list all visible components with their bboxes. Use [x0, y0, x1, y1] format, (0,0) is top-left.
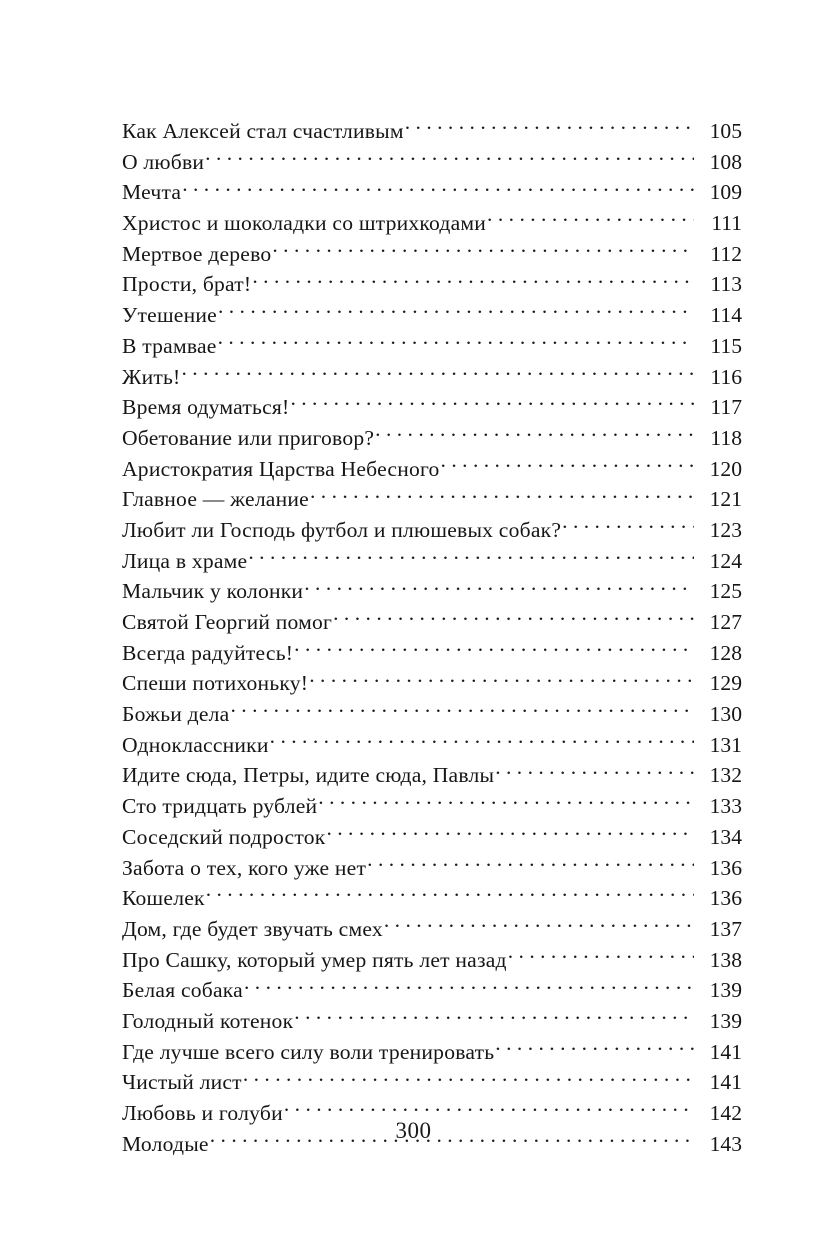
toc-dot-leader [384, 914, 694, 936]
toc-entry-title: Идите сюда, Петры, идите сюда, Павлы [122, 763, 495, 788]
toc-entry-page-number: 138 [709, 947, 742, 972]
toc-entry[interactable] [122, 177, 742, 208]
toc-dot-leader [248, 546, 694, 568]
toc-entry[interactable] [122, 607, 742, 638]
toc-entry-page-number: 115 [710, 333, 742, 358]
toc-entry-title: Обетование или приговор? [122, 425, 375, 450]
toc-entry[interactable] [122, 454, 742, 485]
toc-entry[interactable] [122, 392, 742, 423]
toc-entry-title: Любовь и голуби [122, 1101, 283, 1125]
toc-entry-page-number: 139 [709, 1008, 742, 1033]
toc-dot-leader [182, 178, 694, 200]
toc-dot-leader [294, 638, 694, 660]
toc-entry-page-number: 143 [709, 1131, 742, 1156]
toc-entry-title: Христос и шоколадки со штрихкодами [122, 211, 487, 236]
toc-dot-leader [252, 270, 694, 292]
toc-dot-leader [218, 331, 694, 353]
toc-dot-leader [310, 485, 694, 507]
page-folio-number: 300 [395, 1118, 432, 1143]
toc-entry[interactable] [122, 116, 742, 147]
toc-entry[interactable] [122, 1006, 742, 1037]
toc-entry-page-number: 134 [709, 824, 742, 849]
toc-entry-page-number: 136 [709, 886, 742, 911]
toc-entry-title: Всегда радуйтесь! [122, 640, 294, 665]
toc-entry-title: В трамвае [122, 333, 217, 358]
toc-entry[interactable] [122, 147, 742, 178]
toc-entry[interactable] [122, 760, 742, 791]
toc-dot-leader [284, 1098, 694, 1120]
toc-entry-title: Мальчик у колонки [122, 579, 304, 604]
toc-entry[interactable] [122, 331, 742, 362]
toc-entry-title: Мертвое дерево [122, 241, 272, 266]
toc-entry-title: Главное — желание [122, 487, 309, 512]
toc-entry-title: Одноклассники [122, 732, 269, 757]
toc-dot-leader [375, 423, 694, 445]
toc-entry[interactable] [122, 730, 742, 761]
toc-entry[interactable] [122, 883, 742, 914]
toc-entry[interactable] [122, 668, 742, 699]
toc-entry-page-number: 120 [709, 456, 742, 481]
toc-entry-page-number: 131 [709, 732, 742, 757]
toc-entry-title: Лица в храме [122, 548, 248, 573]
toc-dot-leader [405, 116, 694, 138]
toc-entry-title: Где лучше всего силу воли тренировать [122, 1039, 495, 1064]
toc-entry-title: Голодный котенок [122, 1008, 294, 1033]
toc-entry[interactable] [122, 269, 742, 300]
toc-entry-page-number: 141 [709, 1070, 742, 1095]
toc-dot-leader [441, 454, 694, 476]
toc-entry-page-number: 112 [710, 241, 742, 266]
toc-entry[interactable] [122, 638, 742, 669]
toc-entry[interactable] [122, 699, 742, 730]
toc-dot-leader [290, 393, 694, 415]
table-of-contents [122, 116, 742, 1159]
toc-entry-title: Сто тридцать рублей [122, 794, 318, 819]
toc-entry-page-number: 108 [709, 149, 742, 174]
toc-entry-page-number: 130 [709, 702, 742, 727]
toc-entry-title: Спеши потихоньку! [122, 671, 309, 696]
toc-entry-title: Как Алексей стал счастливым [122, 119, 404, 143]
toc-dot-leader [495, 761, 694, 783]
toc-dot-leader [562, 515, 694, 537]
toc-entry[interactable] [122, 208, 742, 239]
toc-entry-title: Жить! [122, 364, 181, 389]
toc-entry-page-number: 113 [710, 272, 742, 297]
toc-entry-page-number: 111 [711, 211, 742, 236]
toc-dot-leader [272, 239, 694, 261]
toc-entry-title: Про Сашку, который умер пять лет назад [122, 947, 507, 972]
toc-dot-leader [181, 362, 694, 384]
toc-dot-leader [243, 1068, 694, 1090]
toc-dot-leader [244, 976, 694, 998]
toc-dot-leader [367, 853, 694, 875]
toc-entry-title: Любит ли Господь футбол и плюшевых собак? [122, 517, 562, 542]
toc-entry[interactable] [122, 300, 742, 331]
toc-dot-leader [309, 669, 694, 691]
toc-entry-page-number: 141 [709, 1039, 742, 1064]
toc-dot-leader [318, 792, 694, 814]
toc-dot-leader [270, 730, 694, 752]
toc-entry-title: Время одуматься! [122, 395, 290, 420]
toc-entry[interactable] [122, 791, 742, 822]
toc-dot-leader [294, 1006, 694, 1028]
toc-entry-page-number: 137 [709, 916, 742, 941]
toc-entry-page-number: 116 [710, 364, 742, 389]
toc-entry-title: Божьи дела [122, 702, 230, 727]
toc-entry-page-number: 132 [709, 763, 742, 788]
toc-entry-page-number: 136 [709, 855, 742, 880]
toc-entry-page-number: 142 [709, 1101, 742, 1125]
toc-entry[interactable] [122, 515, 742, 546]
toc-entry-page-number: 129 [709, 671, 742, 696]
toc-dot-leader [206, 884, 694, 906]
toc-entry-title: Кошелек [122, 886, 205, 911]
toc-entry[interactable] [122, 1037, 742, 1068]
toc-entry-page-number: 127 [709, 610, 742, 634]
toc-dot-leader [326, 822, 694, 844]
toc-entry-title: Аристократия Царства Небесного [122, 456, 440, 481]
toc-entry[interactable] [122, 362, 742, 393]
toc-entry-title: Прости, брат! [122, 272, 252, 297]
toc-entry-title: Забота о тех, кого уже нет [122, 855, 367, 880]
toc-entry[interactable] [122, 822, 742, 853]
toc-entry[interactable] [122, 239, 742, 270]
toc-entry-title: Белая собака [122, 978, 243, 1003]
toc-entry-page-number: 117 [710, 395, 742, 420]
toc-entry[interactable] [122, 853, 742, 884]
toc-entry-page-number: 114 [710, 303, 742, 328]
toc-entry-page-number: 123 [709, 517, 742, 542]
toc-entry-page-number: 105 [709, 119, 742, 143]
toc-entry-page-number: 128 [709, 640, 742, 665]
toc-entry-page-number: 125 [709, 579, 742, 604]
toc-entry-page-number: 139 [709, 978, 742, 1003]
toc-entry-page-number: 121 [709, 487, 742, 512]
toc-dot-leader [333, 607, 694, 629]
toc-entry-title: О любви [122, 149, 205, 174]
toc-entry-title: Молодые [122, 1131, 209, 1156]
toc-dot-leader [205, 147, 694, 169]
toc-dot-leader [304, 577, 694, 599]
toc-entry-title: Дом, где будет звучать смех [122, 916, 383, 941]
toc-dot-leader [508, 945, 694, 967]
toc-entry-title: Чистый лист [122, 1070, 242, 1095]
toc-entry[interactable] [122, 1067, 742, 1098]
toc-entry[interactable] [122, 914, 742, 945]
toc-dot-leader [495, 1037, 694, 1059]
toc-entry[interactable] [122, 423, 742, 454]
toc-dot-leader [218, 301, 694, 323]
toc-entry[interactable] [122, 484, 742, 515]
toc-entry[interactable] [122, 576, 742, 607]
toc-entry[interactable] [122, 546, 742, 577]
toc-entry-title: Соседский подросток [122, 824, 326, 849]
toc-entry[interactable] [122, 945, 742, 976]
toc-entry-title: Святой Георгий помог [122, 610, 333, 634]
toc-entry-page-number: 118 [710, 425, 742, 450]
toc-dot-leader [230, 699, 694, 721]
toc-entry[interactable] [122, 975, 742, 1006]
toc-entry-page-number: 133 [709, 794, 742, 819]
toc-entry-title: Утешение [122, 303, 217, 328]
toc-dot-leader [487, 208, 694, 230]
toc-entry-title: Мечта [122, 180, 182, 205]
toc-entry-page-number: 109 [709, 180, 742, 205]
toc-entry-page-number: 124 [709, 548, 742, 573]
